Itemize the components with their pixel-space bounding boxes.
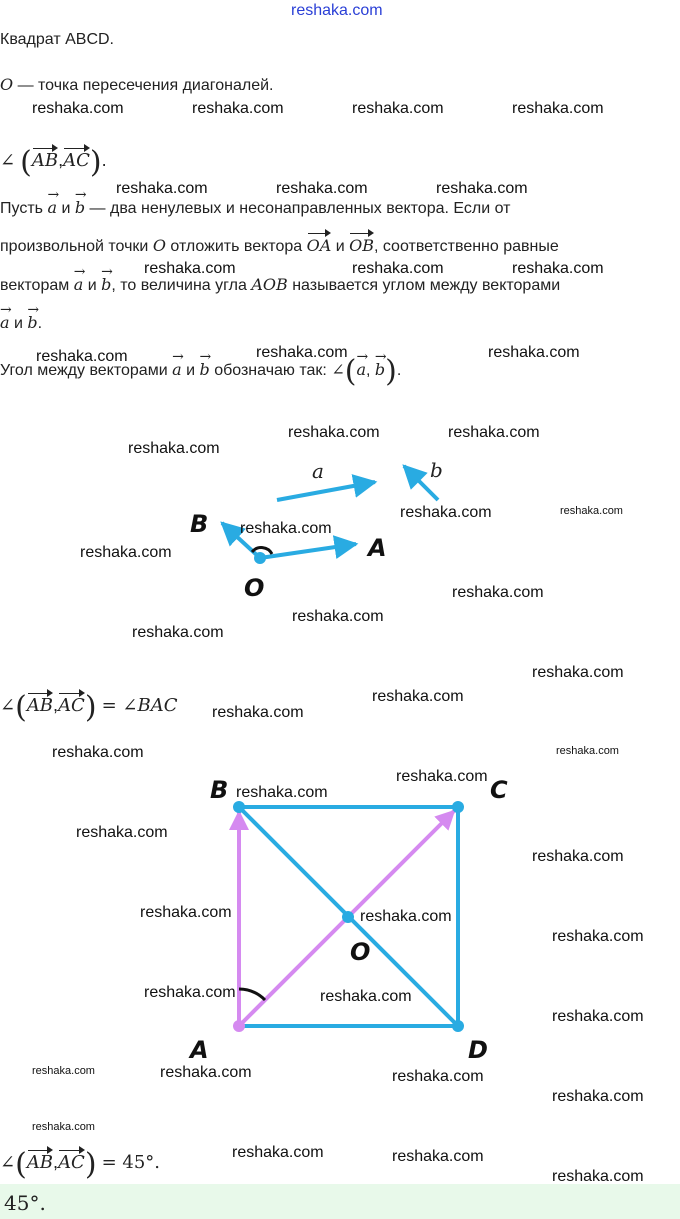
watermark: reshaka.com <box>552 1008 644 1025</box>
center-text: — точка пересечения диагоналей. <box>13 77 274 94</box>
watermark: reshaka.com <box>352 260 444 277</box>
problem-statement-center <box>0 75 274 96</box>
theory-line-4: → a и → b. <box>0 313 42 334</box>
watermark: reshaka.com <box>32 1065 95 1077</box>
vector-oa: OA <box>306 236 332 255</box>
watermark: reshaka.com <box>552 1168 644 1185</box>
watermark: reshaka.com <box>160 1064 252 1081</box>
answer-value: 45°. <box>4 1191 46 1215</box>
watermark: reshaka.com <box>80 544 172 561</box>
point-o: O <box>0 75 14 94</box>
point-o-dot <box>254 552 266 564</box>
vector-a-arrow <box>277 482 375 500</box>
watermark: reshaka.com <box>532 664 624 681</box>
label-square-C: C <box>490 776 508 804</box>
notation-line: Угол между векторами → a и → b обозначаю так: ∠(→ a, → b). <box>0 360 401 382</box>
site-header-link[interactable]: reshaka.com <box>291 2 383 19</box>
watermark: reshaka.com <box>276 180 368 197</box>
watermark: reshaka.com <box>552 928 644 945</box>
watermark: reshaka.com <box>452 584 544 601</box>
square-text: Квадрат ABCD. <box>0 31 114 48</box>
label-square-B: B <box>210 776 229 804</box>
watermark: reshaka.com <box>436 180 528 197</box>
angle-arc-bac <box>239 989 265 1000</box>
watermark: reshaka.com <box>360 908 452 925</box>
vector-ac: AC <box>63 150 90 171</box>
vector-ab: AB <box>31 150 59 171</box>
watermark: reshaka.com <box>320 988 412 1005</box>
vector-a: → a <box>47 198 57 218</box>
label-B: B <box>190 510 209 538</box>
watermark: reshaka.com <box>132 624 224 641</box>
watermark: reshaka.com <box>144 260 236 277</box>
equation-angle-bac: ∠(AB,AC) = ∠BAC <box>0 690 178 725</box>
watermark: reshaka.com <box>192 100 284 117</box>
watermark: reshaka.com <box>372 688 464 705</box>
watermark: reshaka.com <box>532 848 624 865</box>
watermark: reshaka.com <box>552 1088 644 1105</box>
watermark: reshaka.com <box>144 984 236 1001</box>
vector-ob: OB <box>349 236 374 255</box>
watermark: reshaka.com <box>488 344 580 361</box>
watermark: reshaka.com <box>32 1121 95 1133</box>
watermark: reshaka.com <box>232 1144 324 1161</box>
label-square-A: A <box>190 1036 209 1064</box>
label-A: A <box>368 534 387 562</box>
watermark: reshaka.com <box>128 440 220 457</box>
theory-line-3: векторам → a и → b, то величина угла AOB называется углом между векторами <box>0 275 560 296</box>
label-square-D: D <box>468 1036 488 1064</box>
watermark: reshaka.com <box>392 1148 484 1165</box>
eq1-rhs: = ∠BAC <box>101 695 178 716</box>
equation-result: ∠(AB,AC) = 45°. <box>0 1147 161 1182</box>
label-a: a <box>312 459 324 483</box>
watermark: reshaka.com <box>256 344 348 361</box>
angle-symbol: ∠ <box>0 150 16 171</box>
watermark: reshaka.com <box>76 824 168 841</box>
label-O: O <box>244 574 265 602</box>
problem-statement-square <box>0 30 114 50</box>
watermark: reshaka.com <box>396 768 488 785</box>
watermark: reshaka.com <box>512 100 604 117</box>
watermark: reshaka.com <box>52 744 144 761</box>
watermark: reshaka.com <box>288 424 380 441</box>
watermark: reshaka.com <box>352 100 444 117</box>
theory-line-1: Пусть → a и → b — два ненулевых и несонаправленных вектора. Если от <box>0 198 510 219</box>
watermark: reshaka.com <box>292 608 384 625</box>
watermark: reshaka.com <box>556 745 619 757</box>
question-angle: ∠ (AB,AC). <box>0 145 107 180</box>
watermark: reshaka.com <box>36 348 128 365</box>
label-b: b <box>430 458 443 482</box>
watermark: reshaka.com <box>560 505 623 517</box>
angle-aob: AOB <box>251 275 288 294</box>
theory-line-2: произвольной точки O отложить вектора OA и OB, соответственно равные <box>0 236 559 255</box>
watermark: reshaka.com <box>140 904 232 921</box>
vector-b: → b <box>75 198 85 218</box>
watermark: reshaka.com <box>400 504 492 521</box>
watermark: reshaka.com <box>448 424 540 441</box>
label-square-O: O <box>350 938 371 966</box>
watermark: reshaka.com <box>116 180 208 197</box>
eq2-rhs: = 45°. <box>101 1152 161 1173</box>
watermark: reshaka.com <box>236 784 328 801</box>
vector-oa-arrow <box>260 544 356 558</box>
watermark: reshaka.com <box>512 260 604 277</box>
watermark: reshaka.com <box>392 1068 484 1085</box>
watermark: reshaka.com <box>240 520 332 537</box>
answer-box <box>0 1184 680 1219</box>
watermark: reshaka.com <box>212 704 304 721</box>
watermark: reshaka.com <box>32 100 124 117</box>
